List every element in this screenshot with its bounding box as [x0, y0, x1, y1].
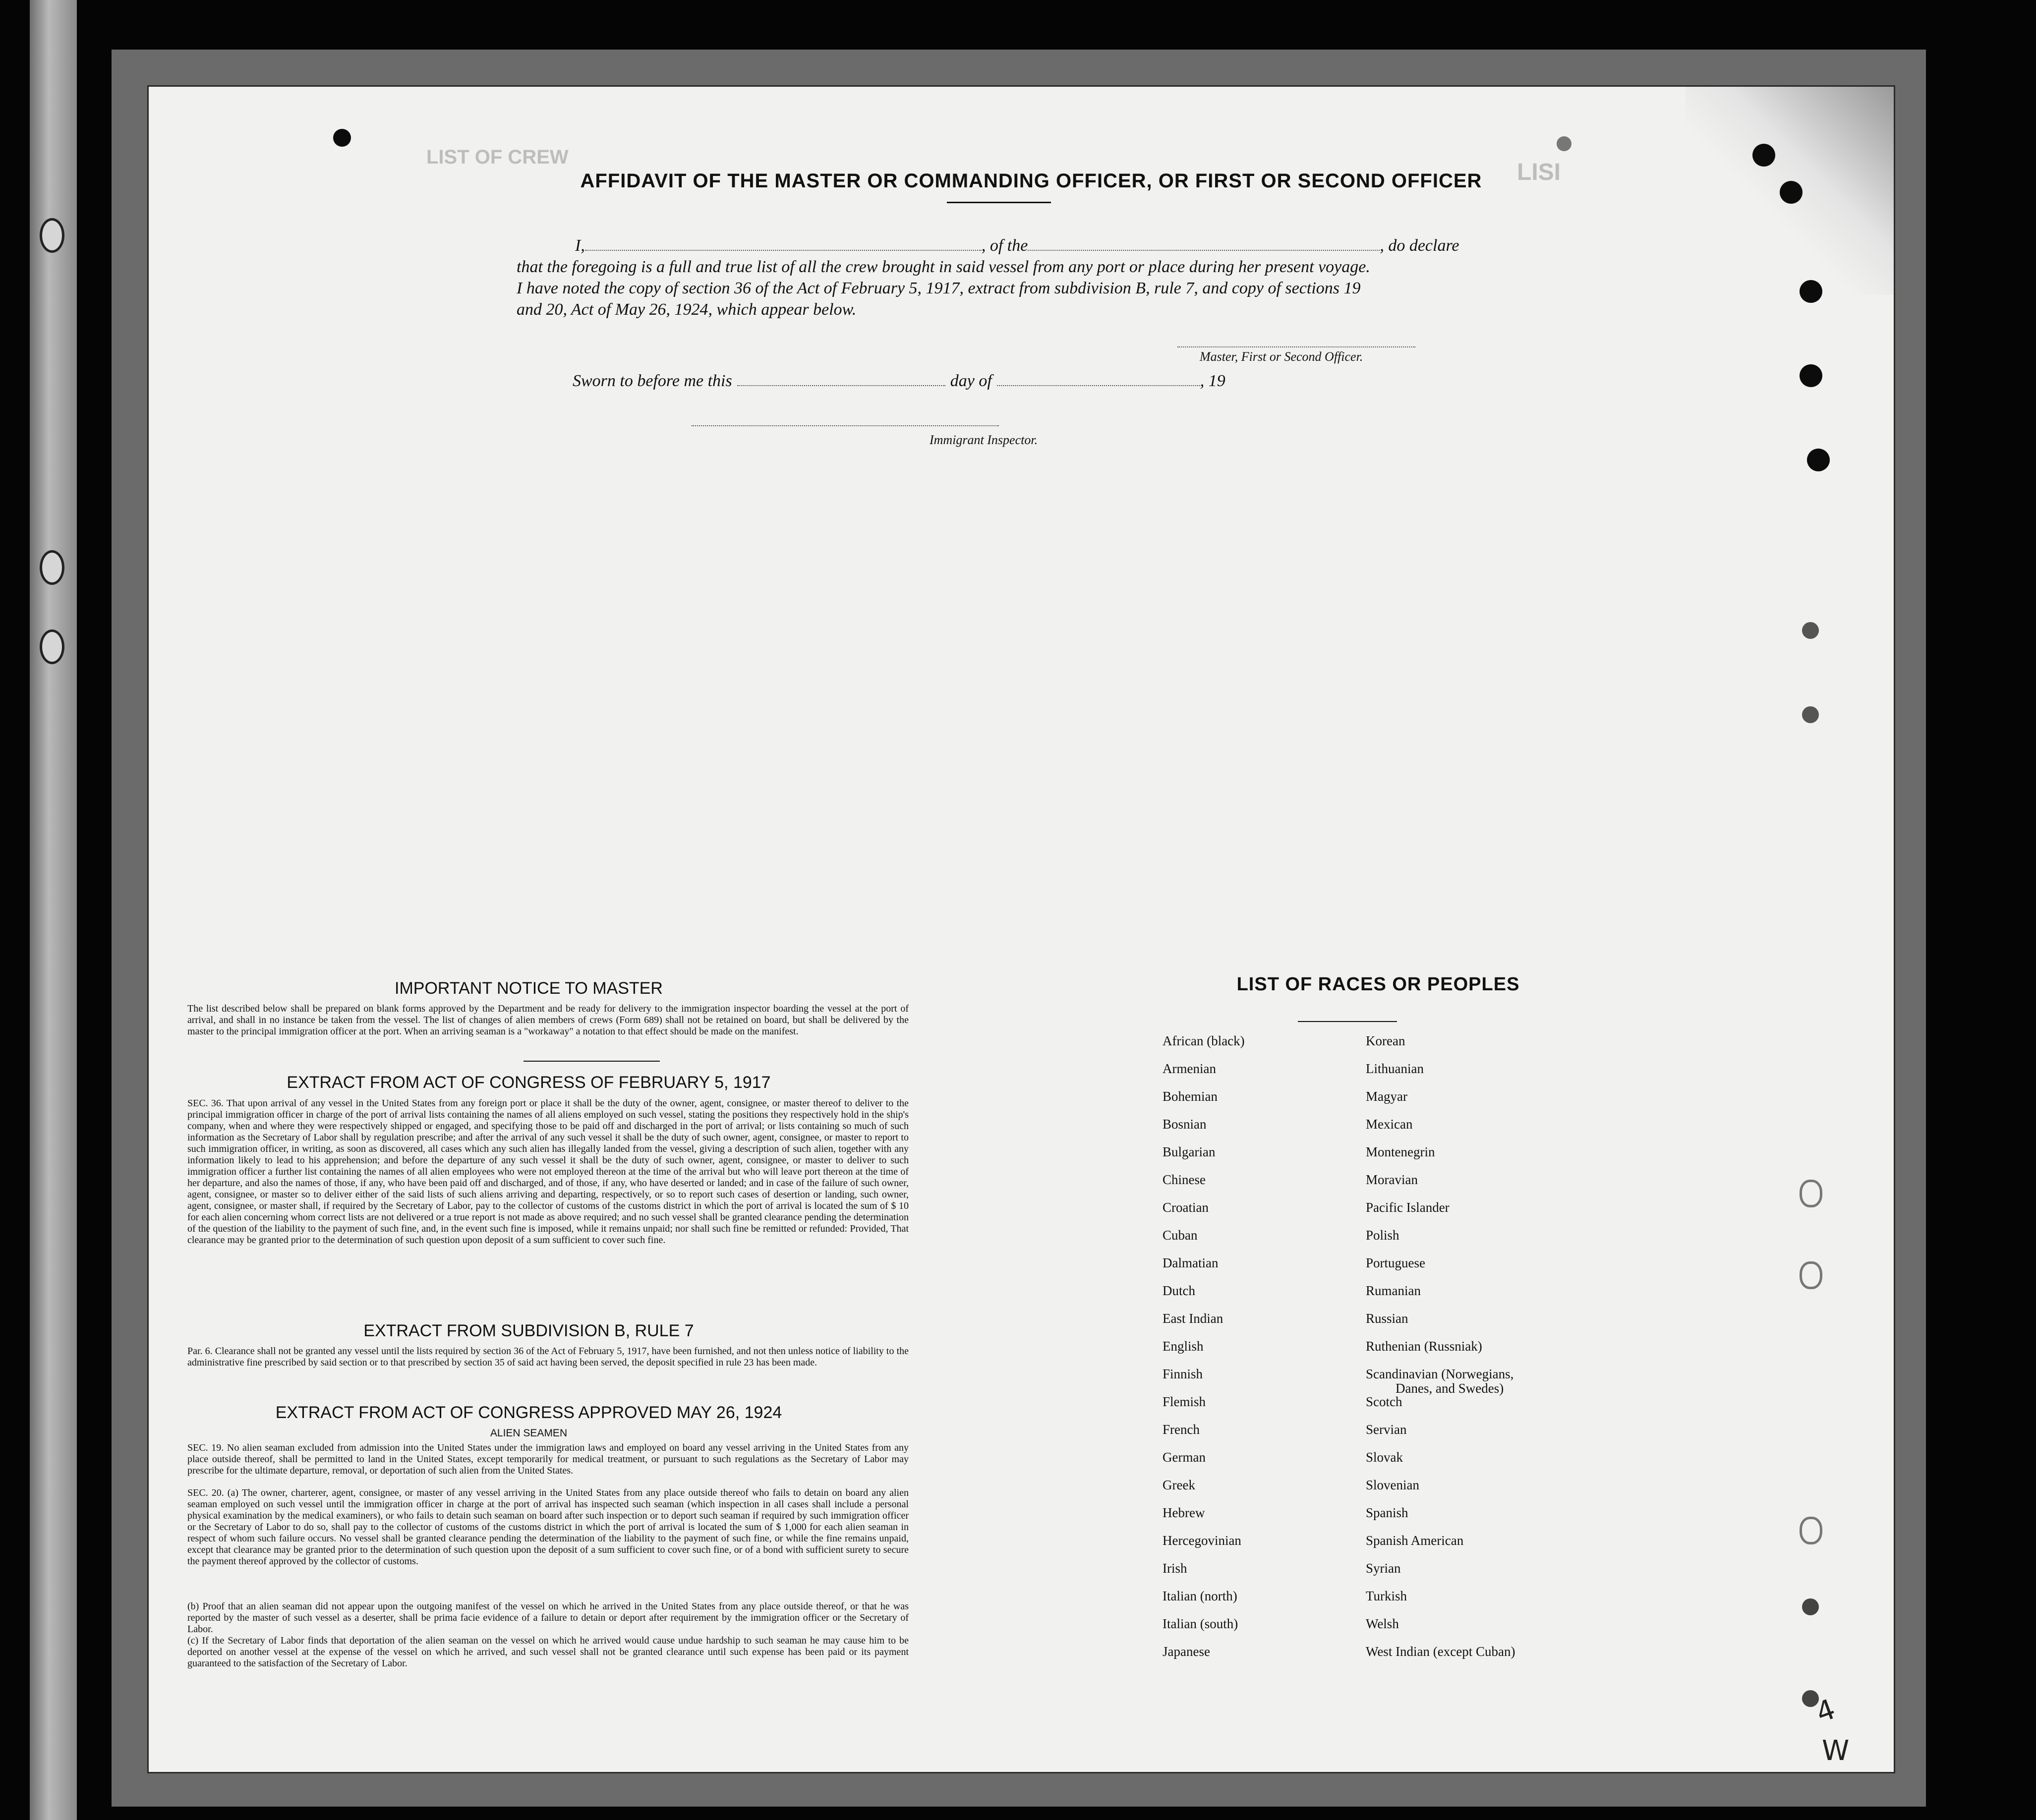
handwritten-mark: W: [1822, 1735, 1850, 1767]
race-item: Scandinavian (Norwegians,: [1366, 1366, 1514, 1381]
line-text: , 19: [1200, 372, 1225, 390]
notice-title: IMPORTANT NOTICE TO MASTER: [395, 979, 663, 998]
declaration-line-3: I have noted the copy of section 36 of the Act of February 5, 1917, extract from subdivision B, rule 7, and copy of sections 19: [517, 279, 1361, 297]
races-rule: [1298, 1021, 1397, 1022]
extract-1924-subtitle: ALIEN SEAMEN: [490, 1427, 568, 1439]
race-item: Bosnian: [1163, 1117, 1207, 1132]
punch-hole: [1802, 1598, 1819, 1615]
punch-hole: [1780, 181, 1803, 204]
punch-hole: [1807, 449, 1830, 471]
line-text: day of: [950, 372, 992, 390]
race-item: African (black): [1163, 1033, 1245, 1048]
race-item: Polish: [1366, 1228, 1399, 1243]
extract-rule7-title: EXTRACT FROM SUBDIVISION B, RULE 7: [363, 1321, 694, 1340]
extract-1917-title: EXTRACT FROM ACT OF CONGRESS OF FEBRUARY 5, 1917: [287, 1073, 771, 1092]
race-item: Japanese: [1163, 1644, 1210, 1659]
race-item: Italian (south): [1163, 1616, 1238, 1631]
race-item: Spanish: [1366, 1505, 1408, 1520]
inspector-caption: Immigrant Inspector.: [930, 433, 1038, 447]
race-item: Armenian: [1163, 1061, 1216, 1076]
punch-hole: [1800, 280, 1822, 303]
race-item: French: [1163, 1422, 1200, 1437]
declaration-line-1: [575, 236, 1459, 255]
extract-1917-body: SEC. 36. That upon arrival of any vessel in the United States from any foreign port or place it shall be the duty of the owner, agent, consignee, or master thereof to deliver to the principal immigration officer in charge of the port of arrival lists containing the names of all aliens employed on such vessel, stating the positions they respectively hold in the ship's company, when and where they were respectively shipped or engaged, and specifying those to be paid off and discharged in the port of arrival; or lists containing so much of such information as the Secretary of Labor shall by regulation prescribe; and after the arrival of any such vessel it shall be the duty of such owner, agent, consignee, or master to report to such immigration officer, in writing, as soon as discovered, all cases which any such alien has illegally landed from the vessel, giving a description of such alien, together with any information likely to lead to his apprehension; and before the departure of any such vessel it shall be the duty of such owner, agent, consignee, or master to deliver to such immigration officer a further list containing the names of all alien employees who were not employed thereon at the time of the arrival but who will leave port thereon at the time of her departure, and also the names of those, if any, who have been paid off and discharged, and of those, if any, who have deserted or landed; and in case of the failure of such owner, agent, consignee, or master so to deliver either of the said lists of such aliens arriving and departing, respectively, or so to report such cases of desertion or landing, such owner, agent, consignee, or master shall, if required by the Secretary of Labor, pay to the collector of customs of the customs district in which the port of arrival is located the sum of $ 10 for each alien concerning whom correct lists are not delivered or a true report is not made as above required; and no such vessel shall be granted clearance pending the determination of the question of the liability to the payment of such fine, and, in the event such fine is imposed, while it remains unpaid; nor shall such fine be remitted or refunded: Provided, That clearance may be granted prior to the determination of such question upon deposit of a sum sufficient to cover such fine.: [187, 1098, 909, 1246]
title-rule: [947, 202, 1051, 203]
race-item: Ruthenian (Russniak): [1366, 1339, 1482, 1354]
race-item: Irish: [1163, 1561, 1187, 1576]
punch-hole: [333, 129, 351, 147]
ring-hole: [1800, 1261, 1822, 1289]
document-page: [149, 87, 1894, 1772]
race-item: Mexican: [1366, 1117, 1413, 1132]
ring-hole: [1800, 1517, 1822, 1544]
race-item: West Indian (except Cuban): [1366, 1644, 1515, 1659]
race-item: German: [1163, 1450, 1206, 1465]
race-item: Magyar: [1366, 1089, 1407, 1104]
inspector-signature-line[interactable]: [692, 425, 999, 426]
ghost-heading: LIST OF CREW: [426, 146, 569, 168]
binder-hole: [40, 218, 64, 253]
race-item: Welsh: [1366, 1616, 1399, 1631]
race-item: Chinese: [1163, 1172, 1206, 1187]
extract-rule7-body: Par. 6. Clearance shall not be granted any vessel until the lists required by section 36 of the Act of February 5, 1917, have been furnished, and not then unless notice of liability to the administrative fine prescribed by said section or to that prescribed by section 35 of said act having been served, the deposit specified in rule 23 has been made.: [187, 1346, 909, 1368]
race-item: Dutch: [1163, 1283, 1195, 1298]
declaration-line-4: and 20, Act of May 26, 1924, which appear below.: [517, 300, 857, 319]
race-item: Slovenian: [1366, 1478, 1419, 1492]
race-item: Hebrew: [1163, 1505, 1205, 1520]
race-item: Cuban: [1163, 1228, 1198, 1243]
race-item: Montenegrin: [1366, 1144, 1435, 1159]
sec20c-body: (c) If the Secretary of Labor finds that deportation of the alien seaman on the vessel on which he arrived would cause undue hardship to such seaman he may cause him to be deported on another vessel at the expense of the vessel on which he arrived, and such vessel shall not be granted clearance until such expense has been paid or its payment guaranteed to the satisfaction of the Secretary of Labor.: [187, 1635, 909, 1669]
race-item: Portuguese: [1366, 1255, 1425, 1270]
binder-hole: [40, 550, 64, 585]
extract-1924-title: EXTRACT FROM ACT OF CONGRESS APPROVED MAY 26, 1924: [275, 1403, 782, 1422]
ghost-text: LISI: [1517, 159, 1561, 185]
race-item: Slovak: [1366, 1450, 1403, 1465]
race-item: Hercegovinian: [1163, 1533, 1241, 1548]
day-blank[interactable]: [737, 372, 945, 386]
race-item: Dalmatian: [1163, 1255, 1219, 1270]
line-text: Sworn to before me this: [573, 372, 732, 390]
punch-hole: [1800, 364, 1822, 387]
handwritten-mark: 4: [1811, 1693, 1840, 1730]
races-title: LIST OF RACES OR PEOPLES: [1236, 974, 1520, 995]
race-item: East Indian: [1163, 1311, 1223, 1326]
race-item: Pacific Islander: [1366, 1200, 1450, 1215]
line-text: , do declare: [1380, 236, 1459, 255]
declaration-line-2: that the foregoing is a full and true list of all the crew brought in said vessel from any port or place during her present voyage.: [517, 258, 1370, 276]
race-item: Finnish: [1163, 1366, 1203, 1381]
race-item: Turkish: [1366, 1589, 1407, 1603]
line-text: I,: [575, 236, 585, 255]
race-item: English: [1163, 1339, 1204, 1354]
punch-hole: [1802, 706, 1819, 723]
ring-hole: [1800, 1180, 1822, 1207]
race-item: Korean: [1366, 1033, 1405, 1048]
race-item: Bohemian: [1163, 1089, 1218, 1104]
section-rule: [524, 1061, 660, 1062]
race-item: Spanish American: [1366, 1533, 1464, 1548]
line-text: , of the: [981, 236, 1028, 255]
notice-body: The list described below shall be prepared on blank forms approved by the Department and be ready for delivery to the immigration inspector boarding the vessel at the port of arrival, and shall in no instance be taken from the vessel. The list of changes of alien members of crews (Form 689) shall not be retained on board, but shall be delivered by the master to the principal immigration officer at the port. When an arriving seaman is a "workaway" a notation to that effect should be made on the manifest.: [187, 1003, 909, 1037]
race-item: Lithuanian: [1366, 1061, 1424, 1076]
punch-hole: [1802, 622, 1819, 639]
sec19-body: SEC. 19. No alien seaman excluded from admission into the United States under the immigration laws and employed on board any vessel arriving in the United States from any place outside thereof, shall be permitted to land in the United States, except temporarily for medical treatment, or pursuant to such regulations as the Secretary of Labor may prescribe for the ultimate departure, removal, or deportation of such alien from the United States.: [187, 1442, 909, 1476]
race-item: Greek: [1163, 1478, 1195, 1492]
race-item-continued: Danes, and Swedes): [1396, 1381, 1504, 1396]
month-blank[interactable]: [997, 372, 1200, 386]
race-item: Italian (north): [1163, 1589, 1237, 1603]
sec20b-body: (b) Proof that an alien seaman did not appear upon the outgoing manifest of the vessel on which he arrived in the United States from any place outside thereof, or that he was reported by the master of such vessel as a deserter, shall be prima facie evidence of a failure to detain or deport after requirement by the immigration officer or the Secretary of Labor.: [187, 1601, 909, 1635]
affidavit-title: AFFIDAVIT OF THE MASTER OR COMMANDING OFFICER, OR FIRST OR SECOND OFFICER: [580, 170, 1482, 192]
binder-hole: [40, 629, 64, 664]
vessel-blank[interactable]: [1028, 237, 1380, 251]
binder-strip: [30, 0, 77, 1820]
race-item: Rumanian: [1366, 1283, 1421, 1298]
punch-hole: [1557, 136, 1571, 151]
race-item: Russian: [1366, 1311, 1408, 1326]
race-item: Servian: [1366, 1422, 1407, 1437]
sec20a-body: SEC. 20. (a) The owner, charterer, agent, consignee, or master of any vessel arriving in the United States from any place outside thereof who fails to detain on board any alien seaman employed on such vessel until the immigration officer in charge at the port of arrival has inspected such seaman (which inspection in all cases shall include a personal physical examination by the medical examiners), or who fails to detain such seaman on board after such inspection or to deport such seaman if required by such immigration officer or the Secretary of Labor to do so, shall pay to the collector of customs of the customs district in which the port of arrival is located the sum of $ 1,000 for each alien seaman in respect of whom such failure occurs. No vessel shall be granted clearance pending the determination of the liability to the payment of such fine, or while the fine remains unpaid, except that clearance may be granted prior to the determination of such question upon the deposit of a sum sufficient to cover such fine, or of a bond with sufficient surety to secure the payment thereof approved by the collector of customs.: [187, 1487, 909, 1567]
punch-hole: [1752, 144, 1775, 167]
race-item: Croatian: [1163, 1200, 1209, 1215]
race-item: Flemish: [1163, 1394, 1206, 1409]
name-blank[interactable]: [585, 237, 982, 251]
race-item: Moravian: [1366, 1172, 1418, 1187]
master-signature-line[interactable]: [1177, 346, 1415, 347]
race-item: Syrian: [1366, 1561, 1401, 1576]
race-item: Scotch: [1366, 1394, 1402, 1409]
master-caption: Master, First or Second Officer.: [1200, 349, 1363, 364]
race-item: Bulgarian: [1163, 1144, 1216, 1159]
sworn-line: [573, 372, 1225, 391]
